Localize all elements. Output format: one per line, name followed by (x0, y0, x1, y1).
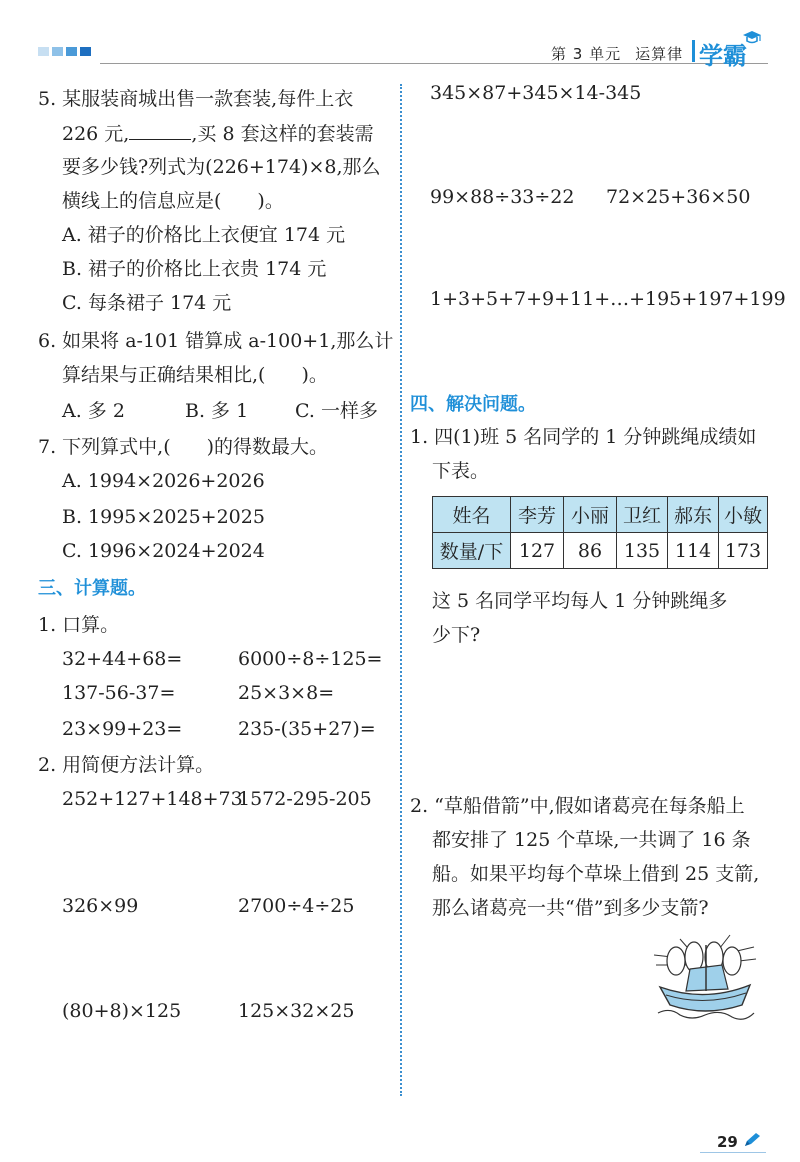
section-3-heading: 三、计算题。 (38, 578, 146, 599)
q6-line2-b: )。 (301, 364, 328, 386)
rope-skipping-table (432, 496, 768, 569)
table-header-cell: 姓名 (433, 497, 511, 533)
table-cell: 127 (511, 533, 564, 569)
brand-logo: 学霸 (699, 42, 747, 70)
q7-option-c[interactable]: C. 1996×2024+2024 (62, 540, 265, 562)
table-header-cell: 小敏 (719, 497, 768, 533)
table-cell: 173 (719, 533, 768, 569)
s2-line2: 都安排了 125 个草垛,一共调了 16 条 (432, 829, 751, 851)
header-unit-title (551, 43, 683, 64)
q6-option-a[interactable]: A. 多 2 (62, 400, 125, 422)
calc-item-4[interactable]: 1+3+5+7+9+11+…+195+197+199 (430, 288, 786, 310)
p1-item-5[interactable]: 23×99+23= (62, 718, 183, 740)
q5-line2 (62, 122, 374, 146)
pencil-icon (742, 1131, 762, 1149)
q7-line1-b: )的得数最大。 (206, 436, 329, 458)
table-header-cell: 卫红 (617, 497, 668, 533)
p1-item-6[interactable]: 235-(35+27)= (238, 718, 376, 740)
s1-line2: 下表。 (432, 460, 490, 482)
calc-item-2[interactable]: 99×88÷33÷22 (430, 186, 575, 208)
q5-line1: 5. 某服装商城出售一款套装,每件上衣 (38, 88, 354, 110)
q5-line2-a: 226 元, (62, 123, 130, 145)
table-header-cell: 郝东 (668, 497, 719, 533)
p2-item-4[interactable]: 2700÷4÷25 (238, 895, 355, 917)
q5-option-a[interactable]: A. 裙子的价格比上衣便宜 174 元 (62, 224, 346, 246)
q6-line2 (62, 364, 328, 387)
table-cell: 114 (668, 533, 719, 569)
p1-title: 1. 口算。 (38, 614, 120, 636)
p2-item-2[interactable]: 1572-295-205 (238, 788, 372, 810)
q6-line1: 6. 如果将 a-101 错算成 a-100+1,那么计 (38, 330, 394, 352)
p2-item-1[interactable]: 252+127+148+73 (62, 788, 243, 810)
topic-label: 运算律 (635, 45, 684, 63)
table-header-cell: 李芳 (511, 497, 564, 533)
q7-line1-a: 7. 下列算式中,( (38, 436, 171, 458)
column-divider (400, 84, 402, 1096)
p2-item-3[interactable]: 326×99 (62, 895, 139, 917)
p1-item-1[interactable]: 32+44+68= (62, 648, 183, 670)
q5-line4-b: )。 (257, 190, 284, 212)
s2-line1: 2. “草船借箭”中,假如诸葛亮在每条船上 (410, 795, 745, 817)
q5-line4 (62, 190, 284, 213)
s1-question-line1: 这 5 名同学平均每人 1 分钟跳绳多 (432, 590, 728, 612)
page-number: 29 (717, 1133, 738, 1151)
p2-title: 2. 用简便方法计算。 (38, 754, 215, 776)
footer-rule (700, 1152, 766, 1153)
q5-line2-b: ,买 8 套这样的套装需 (191, 123, 374, 145)
q5-line4-a: 横线上的信息应是( (62, 190, 222, 212)
square-4 (80, 47, 91, 56)
p2-item-6[interactable]: 125×32×25 (238, 1000, 355, 1022)
square-1 (38, 47, 49, 56)
q7-option-a[interactable]: A. 1994×2026+2026 (62, 470, 265, 492)
q7-line1 (38, 436, 328, 459)
table-row (433, 497, 768, 533)
header-squares-decoration (38, 47, 91, 56)
header-accent-bar (692, 40, 695, 62)
s2-line3: 船。如果平均每个草垛上借到 25 支箭, (432, 863, 760, 885)
q5-option-c[interactable]: C. 每条裙子 174 元 (62, 292, 232, 314)
p1-item-3[interactable]: 137-56-37= (62, 682, 176, 704)
calc-item-3[interactable]: 72×25+36×50 (606, 186, 751, 208)
section-4-heading: 四、解决问题。 (410, 394, 536, 415)
q6-option-c[interactable]: C. 一样多 (295, 400, 378, 422)
table-header-cell: 小丽 (564, 497, 617, 533)
q6-option-b[interactable]: B. 多 1 (185, 400, 249, 422)
graduation-cap-icon (742, 30, 762, 46)
table-cell: 86 (564, 533, 617, 569)
q7-option-b[interactable]: B. 1995×2025+2025 (62, 506, 265, 528)
straw-boat-illustration (650, 925, 760, 1025)
table-cell: 135 (617, 533, 668, 569)
square-2 (52, 47, 63, 56)
q5-fill-blank[interactable] (129, 122, 191, 140)
calc-item-1[interactable]: 345×87+345×14-345 (430, 82, 642, 104)
s1-question-line2: 少下? (432, 624, 481, 646)
q6-line2-a: 算结果与正确结果相比,( (62, 364, 266, 386)
q5-option-b[interactable]: B. 裙子的价格比上衣贵 174 元 (62, 258, 327, 280)
s1-line1: 1. 四(1)班 5 名同学的 1 分钟跳绳成绩如 (410, 426, 757, 448)
unit-label: 第 3 单元 (551, 45, 622, 63)
table-row (433, 533, 768, 569)
page-header (0, 0, 800, 72)
table-cell: 数量/下 (433, 533, 511, 569)
p2-item-5[interactable]: (80+8)×125 (62, 1000, 182, 1022)
q5-line3: 要多少钱?列式为(226+174)×8,那么 (62, 156, 381, 178)
p1-item-2[interactable]: 6000÷8÷125= (238, 648, 383, 670)
p1-item-4[interactable]: 25×3×8= (238, 682, 335, 704)
square-3 (66, 47, 77, 56)
s2-line4: 那么诸葛亮一共“借”到多少支箭? (432, 897, 709, 919)
